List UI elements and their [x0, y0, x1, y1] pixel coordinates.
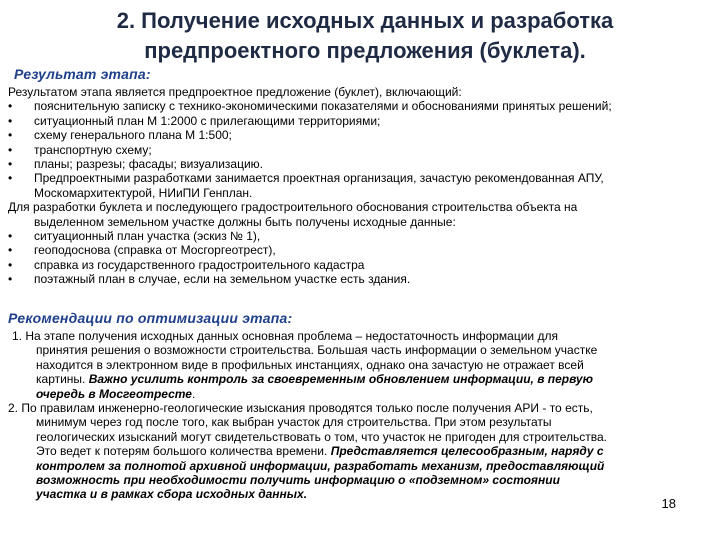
- title-line-1: 2. Получение исходных данных и разработка: [116, 8, 614, 33]
- rec-2-line-3: геологических изысканий могут свидетельствовать о том, что участок не пригоден для строительства.: [36, 429, 608, 444]
- result-heading: Результат этапа:: [14, 66, 151, 82]
- bullet-icon: •: [8, 128, 13, 143]
- rec-1-line-2: принятия решения о возможности строительства. Большая часть информации о земельном участке: [36, 343, 598, 358]
- rec-1-line-4-text: картины.: [36, 372, 89, 387]
- list-item-text: геоподоснова (справка от Мосгоргеотрест),: [34, 243, 276, 258]
- rec-2-line-4-text: Это ведет к потерям большого количества времени.: [36, 444, 331, 459]
- bullet-icon: •: [8, 272, 13, 287]
- rec-1-line-3: находится в электронном виде в профильных инстанциях, однако она зачастую не отражает всей: [36, 357, 584, 372]
- list-item: [8, 229, 714, 243]
- list-item: [8, 243, 714, 257]
- title-line-2: предпроектного предложения (буклета).: [144, 38, 586, 63]
- list-item: [8, 99, 714, 113]
- list-item-text: транспортную схему;: [34, 142, 152, 157]
- list-item-text: схему генерального плана М 1:500;: [34, 128, 232, 143]
- rec-2-emphasis: Представляется целесообразным, наряду с: [330, 444, 604, 459]
- list-item-text: справка из государственного градостроительного кадастра: [34, 257, 365, 272]
- bullet-icon: •: [8, 243, 13, 258]
- result-section: [8, 85, 714, 287]
- rec-2-line-1: 2. По правилам инженерно-геологические изыскания проводятся только после получения АРИ - то есть,: [8, 401, 593, 416]
- rec-1-emphasis-cont: очередь в Мосгеотресте: [36, 386, 192, 401]
- list-item: [8, 128, 714, 142]
- rec-2-line-4: [8, 444, 714, 458]
- list-item: [8, 143, 714, 157]
- list-item: [8, 114, 714, 128]
- rec-1-emphasis: Важно усилить контроль за своевременным обновлением информации, в первую: [88, 372, 593, 387]
- rec-2-line-5: контролем за полнотой архивной информации, разработать механизм, предоставляющий: [36, 458, 605, 473]
- bullet-icon: •: [8, 157, 13, 172]
- rec-1-line-5: [8, 387, 714, 401]
- list-item: [8, 171, 714, 185]
- bullet-icon: •: [8, 142, 13, 157]
- rec-1-period: .: [191, 386, 196, 401]
- booklet-paragraph-line-2: выделенном земельном участке должны быть получены исходные данные:: [34, 214, 456, 229]
- list-item: [8, 272, 714, 286]
- rec-2-line-6: возможность при необходимости получить информацию о «подземном» состоянии: [36, 473, 560, 488]
- bullet-icon: •: [8, 229, 13, 244]
- result-intro: Результатом этапа является предпроектное предложение (буклет), включающий:: [8, 85, 462, 99]
- rec-1-line-1: 1. На этапе получения исходных данных основная проблема – недостаточность информации для: [12, 329, 558, 343]
- bullet-icon: •: [8, 113, 13, 128]
- rec-2-line-7: участка и в рамках сбора исходных данных.: [36, 487, 308, 502]
- list-item-text: пояснительную записку с технико-экономическими показателями и обоснованиями принятых решений;: [34, 99, 612, 114]
- page-title: [40, 6, 690, 66]
- list-item-text: поэтажный план в случае, если на земельном участке есть здания.: [34, 272, 411, 287]
- list-item-text: ситуационный план участка (эскиз № 1),: [34, 229, 261, 244]
- list-item: [8, 258, 714, 272]
- page-number: 18: [661, 496, 676, 511]
- recommendations-section: [8, 329, 714, 502]
- list-item: [8, 157, 714, 171]
- booklet-paragraph-line-1: Для разработки буклета и последующего градостроительного обоснования строительства объекта на: [8, 200, 578, 215]
- bullet-icon: •: [8, 99, 13, 114]
- bullet-icon: •: [8, 257, 13, 272]
- rec-1-line-4: [8, 372, 714, 386]
- list-item-continuation: Москомархитектурой, НИиПИ Генплан.: [34, 185, 253, 200]
- list-item-text: ситуационный план М 1:2000 с прилегающими территориями;: [34, 113, 381, 128]
- recommendations-heading: Рекомендации по оптимизации этапа:: [8, 310, 293, 326]
- list-item-text: планы; разрезы; фасады; визуализацию.: [34, 157, 263, 172]
- bullet-icon: •: [8, 171, 13, 186]
- list-item-text: Предпроектными разработками занимается проектная организация, зачастую рекомендованная АПУ,: [34, 171, 604, 186]
- rec-2-line-2: минимум через год после того, как выбран участок для строительства. При этом результаты: [36, 415, 552, 430]
